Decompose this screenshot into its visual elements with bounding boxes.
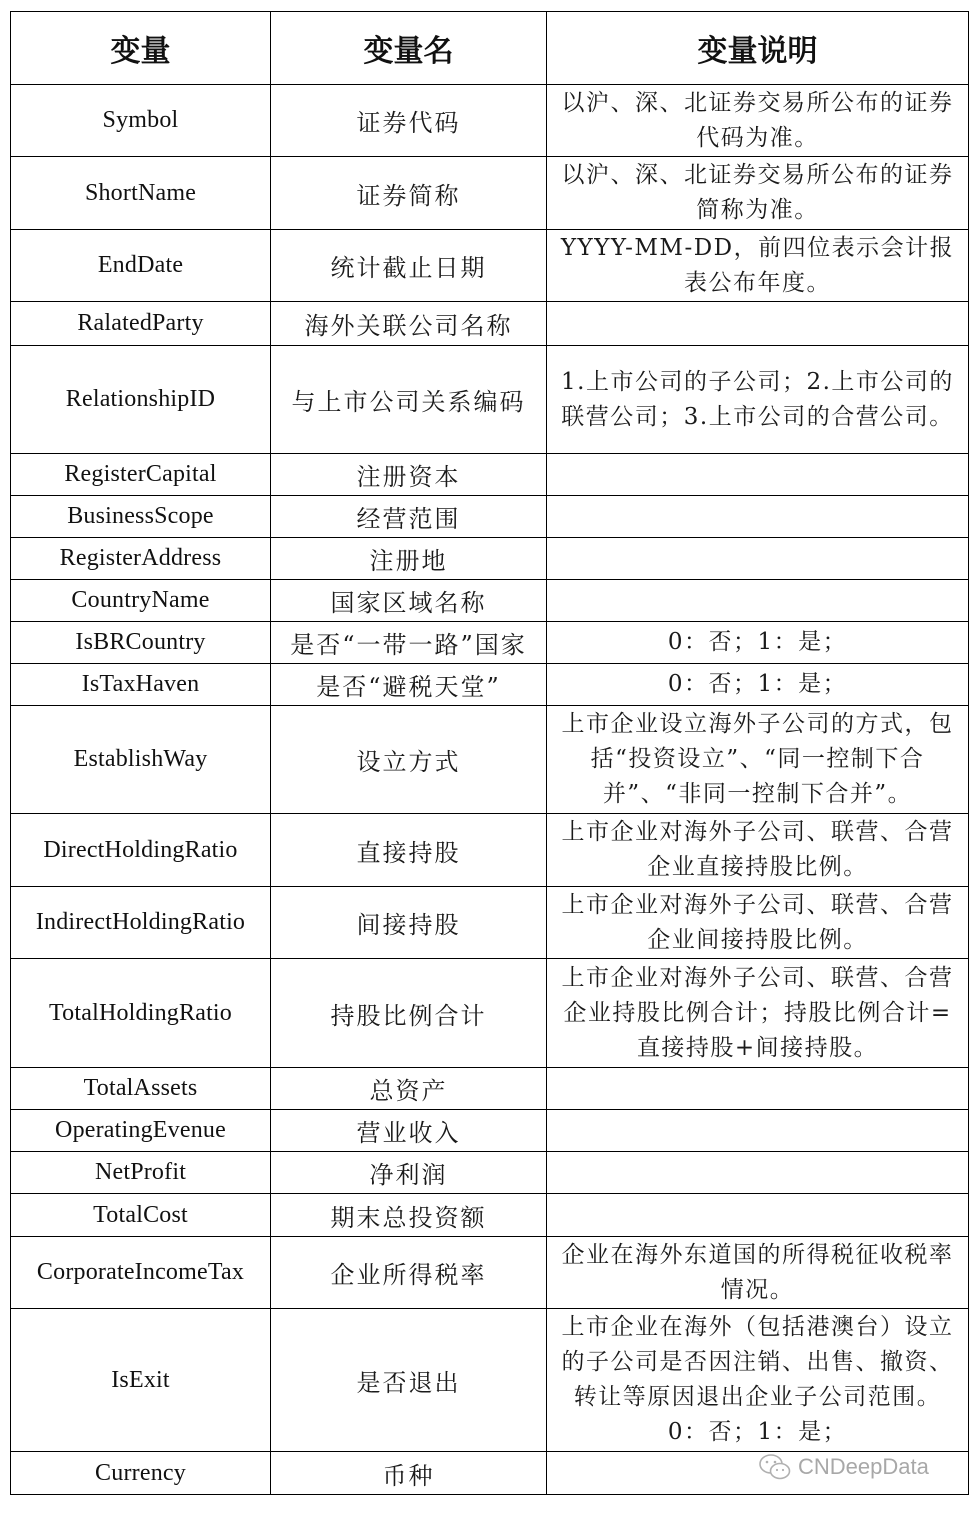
table-row (11, 496, 969, 538)
table-row (11, 814, 969, 887)
variable-table (10, 11, 969, 1495)
description-cell: 以沪、深、北证券交易所公布的证券简称为准。 (547, 157, 969, 230)
variable-name-cell: 是否“避税天堂” (271, 664, 547, 706)
variable-cell: DirectHoldingRatio (11, 814, 271, 887)
table-row (11, 1309, 969, 1452)
variable-cell: RegisterAddress (11, 538, 271, 580)
table-row (11, 664, 969, 706)
variable-cell: IsExit (11, 1309, 271, 1452)
variable-cell: CountryName (11, 580, 271, 622)
watermark-text: CNDeepData (798, 1454, 929, 1479)
variable-cell: OperatingEvenue (11, 1110, 271, 1152)
variable-cell: NetProfit (11, 1152, 271, 1194)
description-cell: 企业在海外东道国的所得税征收税率情况。 (547, 1237, 969, 1309)
variable-cell: TotalHoldingRatio (11, 959, 271, 1068)
variable-cell: RegisterCapital (11, 454, 271, 496)
description-cell: 上市企业对海外子公司、联营、合营企业持股比例合计；持股比例合计=直接持股+间接持股。 (547, 959, 969, 1068)
variable-name-cell: 注册资本 (271, 454, 547, 496)
table-row (11, 1152, 969, 1194)
description-cell (547, 1194, 969, 1237)
table-row (11, 538, 969, 580)
table-row (11, 346, 969, 454)
variable-cell: ShortName (11, 157, 271, 230)
description-cell: 0：否；1：是； (547, 622, 969, 664)
table-row (11, 959, 969, 1068)
variable-cell: TotalAssets (11, 1068, 271, 1110)
description-cell: 以沪、深、北证券交易所公布的证券代码为准。 (547, 85, 969, 157)
variable-name-cell: 企业所得税率 (271, 1237, 547, 1309)
header-variable-description: 变量说明 (547, 12, 969, 85)
table-row (11, 1194, 969, 1237)
variable-name-cell: 是否“一带一路”国家 (271, 622, 547, 664)
variable-cell: BusinessScope (11, 496, 271, 538)
variable-name-cell: 与上市公司关系编码 (271, 346, 547, 454)
variable-cell: RalatedParty (11, 302, 271, 346)
table-row (11, 85, 969, 157)
variable-name-cell: 净利润 (271, 1152, 547, 1194)
description-cell (547, 454, 969, 496)
description-cell (547, 496, 969, 538)
variable-name-cell: 经营范围 (271, 496, 547, 538)
variable-name-cell: 币种 (271, 1452, 547, 1495)
variable-cell: RelationshipID (11, 346, 271, 454)
description-cell (547, 538, 969, 580)
watermark (758, 1453, 929, 1481)
table-row (11, 580, 969, 622)
variable-name-cell: 营业收入 (271, 1110, 547, 1152)
variable-cell: IsTaxHaven (11, 664, 271, 706)
table-row (11, 1110, 969, 1152)
description-cell: 上市企业在海外（包括港澳台）设立的子公司是否因注销、出售、撤资、转让等原因退出企业子公司范围。0：否；1：是； (547, 1309, 969, 1452)
variable-name-cell: 是否退出 (271, 1309, 547, 1452)
variable-name-cell: 统计截止日期 (271, 230, 547, 302)
table-row (11, 230, 969, 302)
variable-name-cell: 注册地 (271, 538, 547, 580)
table-row (11, 1237, 969, 1309)
variable-cell: TotalCost (11, 1194, 271, 1237)
table-row (11, 887, 969, 959)
table-row (11, 706, 969, 814)
description-cell: 上市企业对海外子公司、联营、合营企业间接持股比例。 (547, 887, 969, 959)
variable-cell: Symbol (11, 85, 271, 157)
variable-name-cell: 海外关联公司名称 (271, 302, 547, 346)
table-row (11, 157, 969, 230)
variable-name-cell: 期末总投资额 (271, 1194, 547, 1237)
description-cell: 1.上市公司的子公司；2.上市公司的联营公司；3.上市公司的合营公司。 (547, 346, 969, 454)
variable-name-cell: 直接持股 (271, 814, 547, 887)
variable-name-cell: 间接持股 (271, 887, 547, 959)
wechat-icon (758, 1453, 792, 1481)
variable-cell: EndDate (11, 230, 271, 302)
variable-name-cell: 国家区域名称 (271, 580, 547, 622)
variable-name-cell: 设立方式 (271, 706, 547, 814)
variable-cell: Currency (11, 1452, 271, 1495)
variable-name-cell: 证券代码 (271, 85, 547, 157)
variable-cell: EstablishWay (11, 706, 271, 814)
description-cell (547, 1110, 969, 1152)
variable-name-cell: 持股比例合计 (271, 959, 547, 1068)
description-cell: YYYY-MM-DD，前四位表示会计报表公布年度。 (547, 230, 969, 302)
variable-name-cell: 总资产 (271, 1068, 547, 1110)
variable-name-cell: 证券简称 (271, 157, 547, 230)
table-row (11, 1068, 969, 1110)
description-cell (547, 1152, 969, 1194)
description-cell (547, 580, 969, 622)
header-row (11, 12, 969, 85)
description-cell (547, 1068, 969, 1110)
table-row (11, 302, 969, 346)
header-variable-name: 变量名 (271, 12, 547, 85)
header-variable: 变量 (11, 12, 271, 85)
description-cell: 0：否；1：是； (547, 664, 969, 706)
variable-cell: IndirectHoldingRatio (11, 887, 271, 959)
table-row (11, 622, 969, 664)
table-row (11, 454, 969, 496)
variable-cell: CorporateIncomeTax (11, 1237, 271, 1309)
description-cell: 上市企业对海外子公司、联营、合营企业直接持股比例。 (547, 814, 969, 887)
description-cell (547, 302, 969, 346)
variable-cell: IsBRCountry (11, 622, 271, 664)
description-cell: 上市企业设立海外子公司的方式，包括“投资设立”、“同一控制下合并”、“非同一控制下合并”。 (547, 706, 969, 814)
